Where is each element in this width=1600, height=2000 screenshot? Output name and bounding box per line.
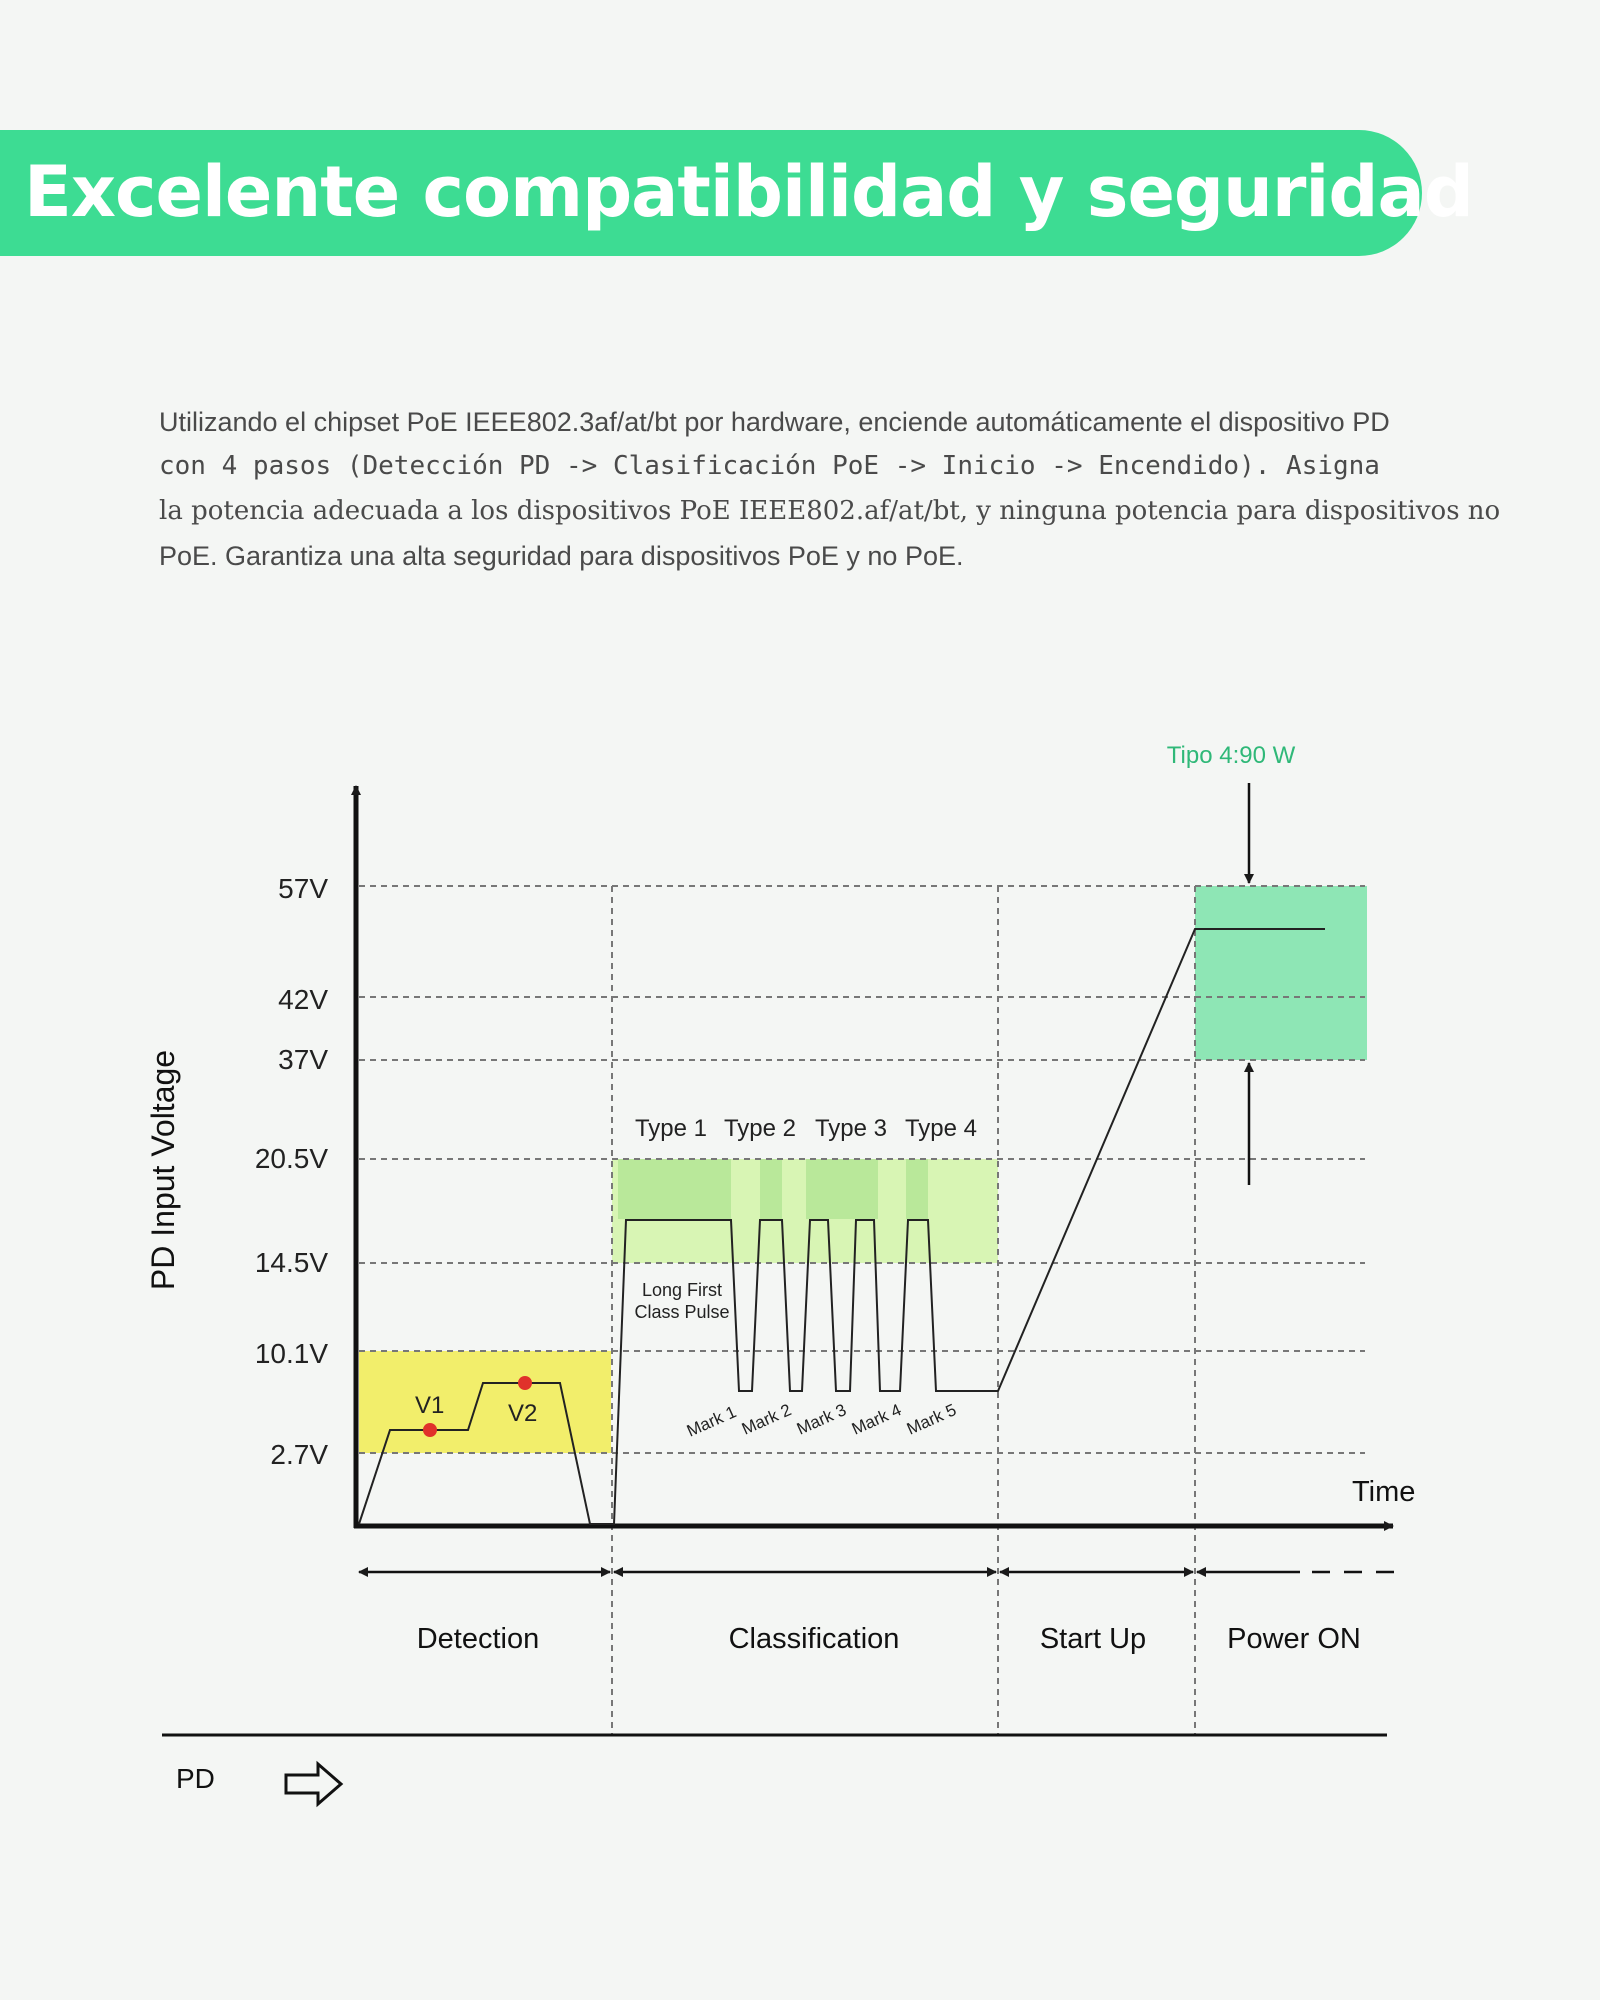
- page-title: Excelente compatibilidad y seguridad: [24, 151, 1473, 233]
- v2-label: V2: [508, 1400, 538, 1427]
- class-type-2-label: Type 2: [723, 1115, 797, 1142]
- class-type-4-label: Type 4: [904, 1115, 978, 1142]
- right-arrow-icon: [286, 1764, 341, 1804]
- phase-startup-label: Start Up: [1039, 1623, 1147, 1655]
- description-line-3: la potencia adecuada a los dispositivos PoE IEEE802.af/at/bt, y ninguna potencia para dispositivos no: [159, 496, 1501, 526]
- description-line-4: PoE. Garantiza una alta seguridad para dispositivos PoE y no PoE.: [159, 541, 964, 571]
- v1-marker: [423, 1423, 437, 1437]
- class-type-3-label: Type 3: [814, 1115, 888, 1142]
- mark-2-label: Mark 2: [738, 1400, 795, 1439]
- phase-classification-label: Classification: [728, 1623, 900, 1655]
- voltage-label-57v: 57V: [278, 873, 328, 904]
- phase-labels: [417, 1623, 1361, 1655]
- voltage-label-14-5v: 14.5V: [254, 1247, 328, 1278]
- description-line-1: Utilizando el chipset PoE IEEE802.3af/at/bt por hardware, enciende automáticamente el dispositivo PD: [159, 407, 1390, 437]
- power-band: [1195, 886, 1367, 1060]
- class-type-3-zone: [806, 1159, 878, 1219]
- v2-marker: [518, 1376, 532, 1390]
- class-type-4-zone: [906, 1159, 928, 1219]
- x-axis-label: Time: [1352, 1476, 1416, 1508]
- mark-5-label: Mark 5: [903, 1400, 960, 1439]
- phase-detection-label: Detection: [416, 1623, 540, 1655]
- phase-poweron-label: Power ON: [1227, 1623, 1361, 1655]
- long-first-pulse-label-2: Class Pulse: [634, 1302, 730, 1322]
- mark-labels: [684, 1400, 959, 1440]
- voltage-label-2-7v: 2.7V: [270, 1439, 328, 1470]
- v1-label: V1: [415, 1392, 445, 1419]
- class-type-labels: [635, 1115, 977, 1142]
- voltage-labels: [255, 873, 328, 1470]
- voltage-label-37v: 37V: [278, 1044, 328, 1075]
- mark-4-label: Mark 4: [848, 1400, 905, 1439]
- class-type-1-zone: [618, 1159, 731, 1219]
- mark-3-label: Mark 3: [793, 1400, 850, 1439]
- voltage-label-10-1v: 10.1V: [254, 1338, 328, 1369]
- pd-label: PD: [176, 1763, 215, 1794]
- mark-1-label: Mark 1: [683, 1402, 740, 1441]
- detection-band: [359, 1351, 611, 1453]
- voltage-label-20-5v: 20.5V: [254, 1143, 328, 1174]
- y-axis-label: PD Input Voltage: [145, 1049, 181, 1291]
- power-type-label: Tipo 4:90 W: [1166, 742, 1296, 769]
- voltage-label-42v: 42V: [278, 984, 328, 1015]
- class-type-2-zone: [760, 1159, 782, 1219]
- long-first-pulse-label-1: Long First: [641, 1280, 723, 1300]
- class-type-1-label: Type 1: [634, 1115, 708, 1142]
- description-line-2: con 4 pasos (Detección PD -> Clasificación PoE -> Inicio -> Encendido). Asigna: [159, 451, 1380, 481]
